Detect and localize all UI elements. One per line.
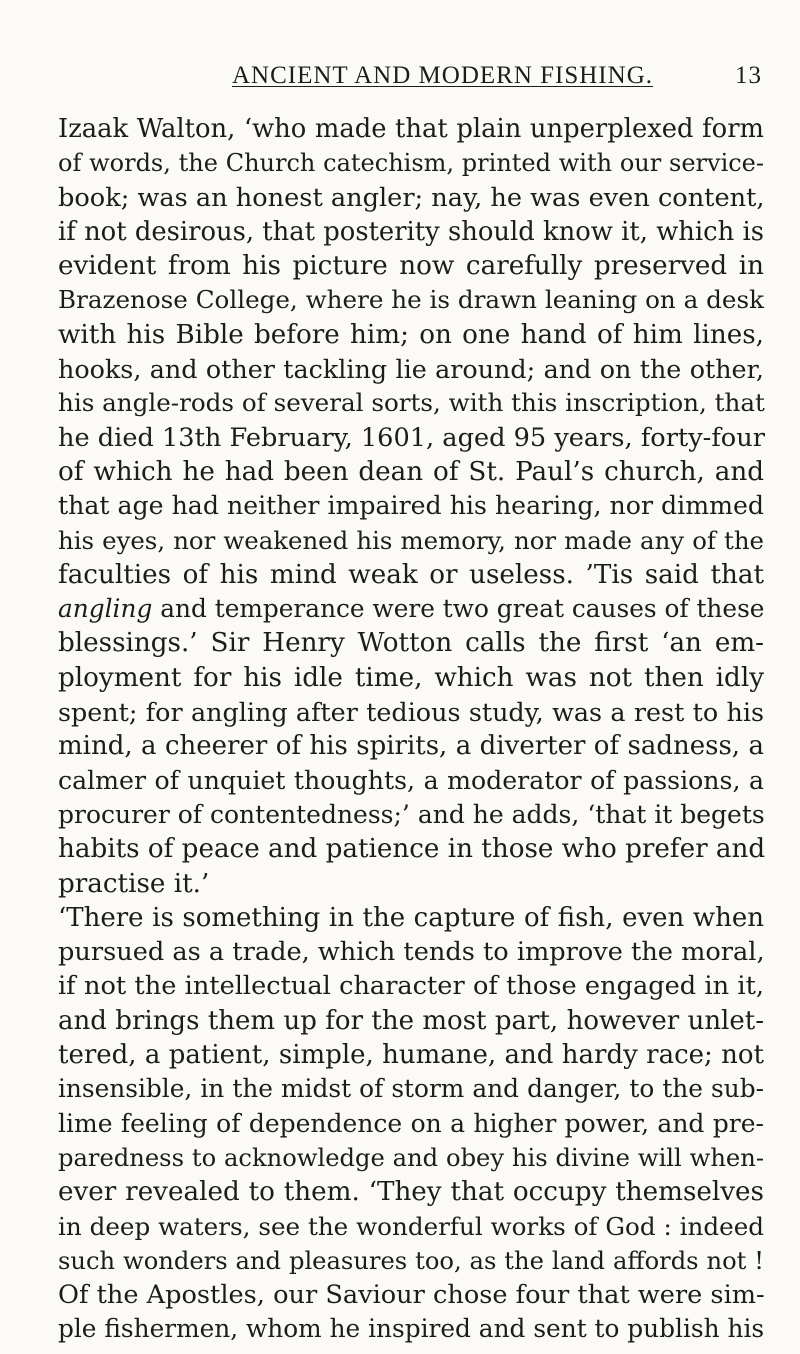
- line-text: of which he had been dean of St. Paul’s church, and: [58, 456, 764, 487]
- text-line: [58, 1004, 764, 1038]
- text-line: [58, 283, 764, 317]
- text-line: [58, 1312, 764, 1346]
- line-text: in deep waters, see the wonderful works of God : indeed: [58, 1211, 764, 1241]
- line-text: his angle-rods of several sorts, with this inscription, that: [58, 388, 765, 418]
- text-line: [58, 1038, 764, 1072]
- line-text: lime feeling of dependence on a higher power, and pre-: [58, 1108, 764, 1138]
- text-line: [58, 421, 764, 455]
- line-text: faculties of his mind weak or useless. ’Tis said that: [58, 559, 764, 590]
- line-text: Izaak Walton, ‘who made that plain unperplexed form: [58, 114, 764, 144]
- text-line: [58, 969, 764, 1003]
- text-line: [58, 1278, 764, 1312]
- text-line: [58, 489, 764, 523]
- text-line: [58, 1107, 764, 1141]
- text-line: [58, 352, 764, 386]
- text-line: [58, 729, 764, 763]
- text-line: [58, 626, 764, 660]
- line-text: if not desirous, that posterity should know it, which is: [58, 216, 764, 247]
- text-line: [58, 558, 764, 592]
- text-line: [58, 318, 764, 352]
- line-text: and temperance were two great causes of these: [152, 594, 765, 624]
- text-line: [58, 901, 764, 935]
- text-line: [58, 524, 764, 558]
- line-text: ployment for his idle time, which was not then idly: [58, 662, 764, 693]
- text-line: [58, 764, 764, 798]
- line-text: pursued as a trade, which tends to improve the moral,: [58, 937, 765, 968]
- line-text: procurer of contentedness;’ and he adds, ‘that it begets: [58, 799, 765, 829]
- line-text: that age had neither impaired his hearing, nor dimmed: [58, 491, 764, 521]
- line-text: book; was an honest angler; nay, he was even content,: [58, 182, 765, 213]
- text-line: [58, 798, 764, 832]
- text-line: [58, 592, 764, 626]
- text-line: [58, 832, 764, 866]
- text-line: [58, 935, 764, 969]
- line-text: Of the Apostles, our Saviour chose four that were sim-: [58, 1280, 765, 1311]
- italic-text: angling: [58, 594, 153, 624]
- line-text: practise it.’: [58, 868, 210, 899]
- line-text: such wonders and pleasures too, as the land affords not !: [58, 1246, 764, 1275]
- line-text: paredness to acknowledge and obey his divine will when-: [58, 1143, 764, 1172]
- line-text: mind, a cheerer of his spirits, a diverter of sadness, a: [58, 731, 764, 762]
- text-line: [58, 386, 764, 420]
- running-title: ANCIENT AND MODERN FISHING.: [232, 62, 653, 89]
- line-text: his eyes, nor weakened his memory, nor made any of the: [58, 525, 764, 555]
- text-line: [58, 867, 764, 901]
- text-line: [58, 249, 764, 283]
- line-text: with his Bible before him; on one hand of him lines,: [58, 319, 764, 350]
- line-text: tered, a patient, simple, humane, and hardy race; not: [58, 1040, 764, 1071]
- line-text: of words, the Church catechism, printed with our service-: [58, 149, 764, 178]
- line-text: hooks, and other tackling lie around; and on the other,: [58, 354, 764, 385]
- body-text: [58, 112, 764, 1347]
- text-line: [58, 215, 764, 249]
- line-text: Brazenose College, where he is drawn leaning on a desk: [58, 285, 764, 315]
- text-line: [58, 695, 764, 729]
- line-text: blessings.’ Sir Henry Wotton calls the first ‘an em-: [58, 628, 764, 659]
- text-line: [58, 146, 764, 180]
- line-text: calmer of unquiet thoughts, a moderator of passions, a: [58, 765, 764, 795]
- line-text: spent; for angling after tedious study, was a rest to his: [58, 697, 764, 728]
- line-text: he died 13th February, 1601, aged 95 years, forty-four: [58, 422, 765, 453]
- line-text: and brings them up for the most part, however unlet-: [58, 1005, 764, 1036]
- text-line: [58, 1210, 764, 1244]
- text-line: [58, 112, 764, 146]
- text-line: [58, 1244, 764, 1278]
- line-text: insensible, in the midst of storm and danger, to the sub-: [58, 1074, 764, 1104]
- text-line: [58, 1175, 764, 1209]
- line-text: ‘There is something in the capture of fish, even when: [58, 902, 764, 933]
- text-line: [58, 455, 764, 489]
- text-line: [58, 661, 764, 695]
- text-line: [58, 1072, 764, 1106]
- line-text: ever revealed to them. ‘They that occupy themselves: [58, 1177, 764, 1208]
- line-text: evident from his picture now carefully preserved in: [58, 251, 764, 282]
- page-number: 13: [735, 62, 762, 89]
- text-line: [58, 1141, 764, 1175]
- running-head: [232, 62, 762, 96]
- line-text: ple fishermen, whom he inspired and sent to publish his: [58, 1314, 765, 1344]
- line-text: if not the intellectual character of those engaged in it,: [58, 971, 764, 1002]
- line-text: habits of peace and patience in those who prefer and: [58, 834, 766, 865]
- text-line: [58, 181, 764, 215]
